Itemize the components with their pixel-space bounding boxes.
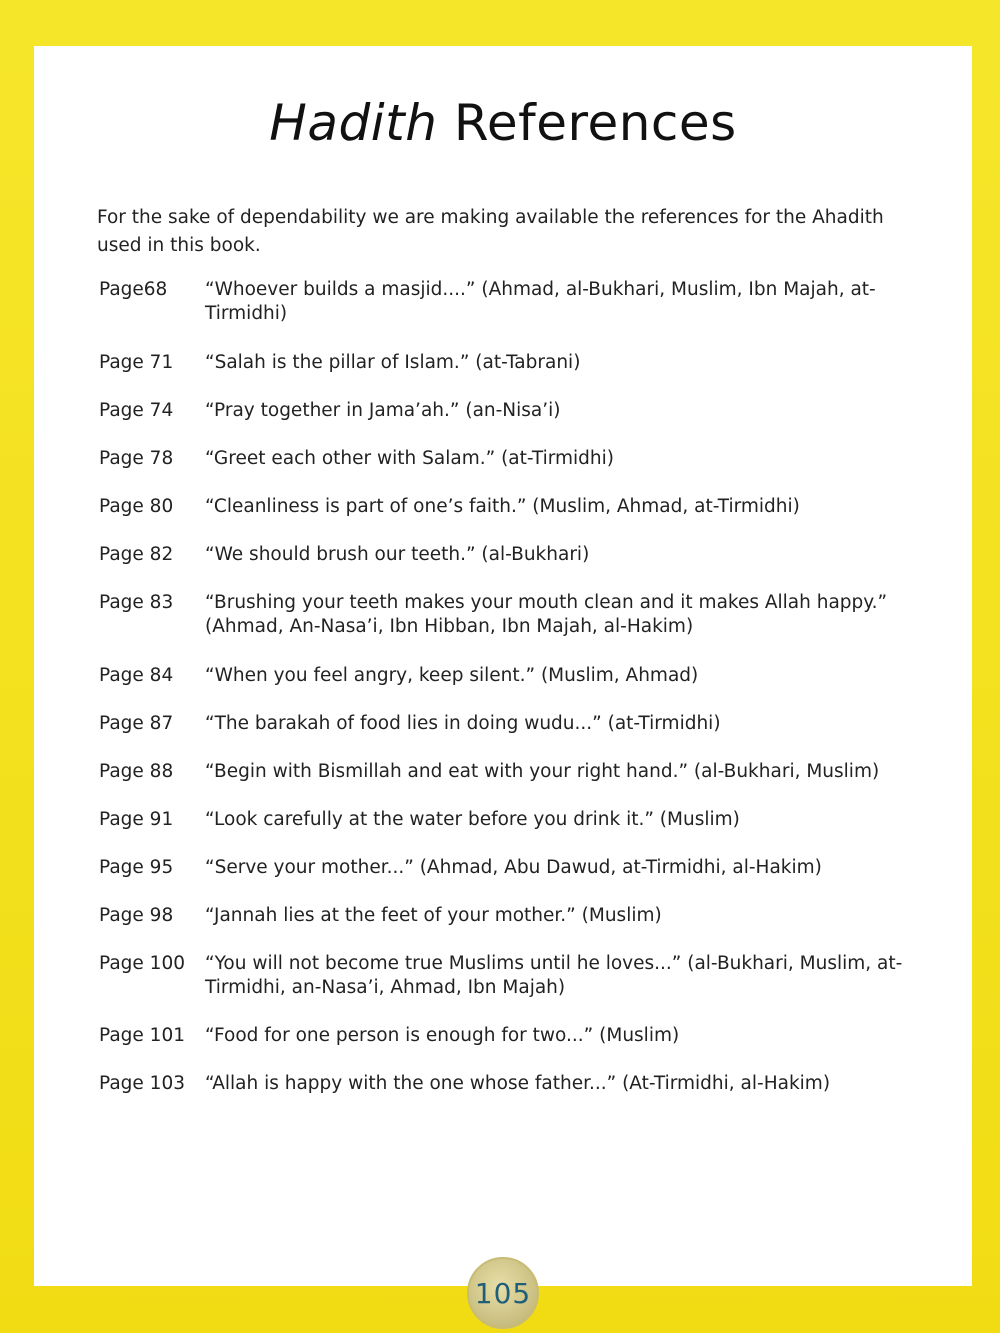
- reference-page: Page 74: [99, 400, 174, 421]
- reference-page: Page 87: [99, 713, 174, 734]
- reference-item: [99, 952, 939, 1000]
- reference-item: [99, 495, 939, 519]
- reference-text: “Serve your mother...” (Ahmad, Abu Dawud, at-Tirmidhi, al-Hakim): [205, 857, 822, 878]
- reference-page: Page 100: [99, 953, 185, 974]
- reference-page: Page 71: [99, 352, 174, 373]
- intro-paragraph: For the sake of dependability we are making available the references for the Ahadith used in this book.: [97, 207, 884, 256]
- reference-text: “When you feel angry, keep silent.” (Muslim, Ahmad): [205, 665, 699, 686]
- page-number-badge: 105: [467, 1257, 539, 1329]
- reference-item: [99, 1072, 939, 1096]
- page-title: [34, 94, 972, 152]
- reference-item: [99, 591, 939, 639]
- reference-page: Page 82: [99, 544, 174, 565]
- reference-text: “The barakah of food lies in doing wudu...” (at-Tirmidhi): [205, 713, 721, 734]
- reference-text: “Salah is the pillar of Islam.” (at-Tabrani): [205, 352, 581, 373]
- title-rest: References: [437, 94, 737, 152]
- reference-text: “Allah is happy with the one whose father...” (At-Tirmidhi, al-Hakim): [205, 1073, 831, 1094]
- reference-item: [99, 808, 939, 832]
- reference-text: “Greet each other with Salam.” (at-Tirmidhi): [205, 448, 614, 469]
- reference-page: Page 101: [99, 1025, 185, 1046]
- reference-item: [99, 712, 939, 736]
- reference-text: “You will not become true Muslims until he loves...” (al-Bukhari, Muslim, at-Tirmidhi, an-Nasa’i, Ahmad, Ibn Majah): [205, 953, 903, 998]
- reference-page: Page 80: [99, 496, 174, 517]
- reference-page: Page 95: [99, 857, 174, 878]
- reference-item: [99, 351, 939, 375]
- reference-text: “Brushing your teeth makes your mouth clean and it makes Allah happy.” (Ahmad, An-Nasa’i, Ibn Hibban, Ibn Majah, al-Hakim): [205, 592, 888, 637]
- reference-page: Page 83: [99, 592, 174, 613]
- reference-text: “Look carefully at the water before you drink it.” (Muslim): [205, 809, 740, 830]
- reference-page: Page 91: [99, 809, 174, 830]
- reference-text: “Jannah lies at the feet of your mother.” (Muslim): [205, 905, 662, 926]
- reference-item: [99, 278, 939, 326]
- reference-item: [99, 760, 939, 784]
- reference-text: “We should brush our teeth.” (al-Bukhari): [205, 544, 590, 565]
- reference-text: “Begin with Bismillah and eat with your right hand.” (al-Bukhari, Muslim): [205, 761, 880, 782]
- reference-page: Page 84: [99, 665, 174, 686]
- reference-text: “Pray together in Jama’ah.” (an-Nisa’i): [205, 400, 561, 421]
- reference-text: “Whoever builds a masjid....” (Ahmad, al-Bukhari, Muslim, Ibn Majah, at-Tirmidhi): [205, 279, 876, 324]
- reference-item: [99, 399, 939, 423]
- reference-page: Page 98: [99, 905, 174, 926]
- reference-item: [99, 904, 939, 928]
- reference-item: [99, 543, 939, 567]
- title-italic: Hadith: [269, 94, 438, 152]
- reference-list: [99, 278, 939, 1096]
- reference-text: “Cleanliness is part of one’s faith.” (Muslim, Ahmad, at-Tirmidhi): [205, 496, 800, 517]
- reference-page: Page68: [99, 279, 168, 300]
- reference-item: [99, 1024, 939, 1048]
- book-page: [34, 46, 972, 1286]
- reference-item: [99, 856, 939, 880]
- reference-item: [99, 447, 939, 471]
- reference-page: Page 103: [99, 1073, 185, 1094]
- reference-item: [99, 664, 939, 688]
- reference-page: Page 78: [99, 448, 174, 469]
- reference-page: Page 88: [99, 761, 174, 782]
- reference-text: “Food for one person is enough for two...” (Muslim): [205, 1025, 680, 1046]
